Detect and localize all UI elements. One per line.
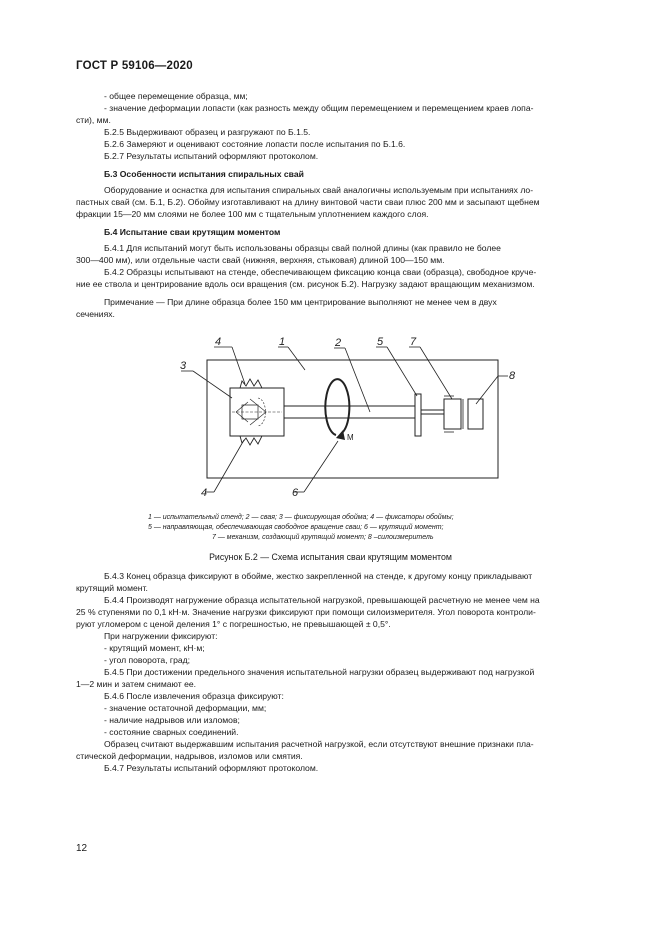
text-line: Б.4.6 После извлечения образца фиксируют:: [104, 691, 284, 701]
section-b4-title: Б.4 Испытание сваи крутящим моментом: [104, 227, 281, 237]
figure-legend-line: 5 — направляющая, обеспечивающая свободное вращение сваи; 6 — крутящий момент;: [148, 524, 444, 531]
text-line: сти), мм.: [76, 115, 111, 125]
text-line: - общее перемещение образца, мм;: [104, 91, 248, 101]
text-line: 300—400 мм), или отдельные части свай (нижняя, верхняя, стыковая) длиной 100—150 мм.: [76, 255, 445, 265]
text-line: фракции 15—20 мм слоями не более 100 мм с тщательным уплотнением каждого слоя.: [76, 209, 429, 219]
text-line: 1—2 мин и затем снимают ее.: [76, 679, 197, 689]
text-line: стической деформации, надрывов, изломов или смятия.: [76, 751, 303, 761]
figure-legend-line: 7 — механизм, создающий крутящий момент; 8 –силоизмеритель: [212, 534, 434, 541]
guide: [415, 394, 421, 436]
text-line: крутящий момент.: [76, 583, 148, 593]
text-line: Б.2.7 Результаты испытаний оформляют протоколом.: [104, 151, 319, 161]
label-6: 6: [292, 487, 299, 499]
label-4-bottom: 4: [201, 487, 208, 499]
text-line: Б.4.2 Образцы испытывают на стенде, обеспечивающем фиксацию конца сваи (образца), свободное круче-: [104, 267, 537, 277]
torque-arc: [325, 379, 349, 440]
text-line: Б.4.7 Результаты испытаний оформляют протоколом.: [104, 763, 319, 773]
label-2: 2: [335, 337, 342, 349]
torque-mechanism: [444, 396, 461, 432]
label-m: M: [347, 433, 354, 442]
document-code: ГОСТ Р 59106—2020: [76, 60, 193, 72]
figure-title: Рисунок Б.2 — Схема испытания сваи крутящим моментом: [209, 552, 452, 562]
force-meter: [463, 399, 483, 429]
text-line: пастных свай (см. Б.1, Б.2). Обойму изготавливают на длину винтовой части сваи плюс 200 мм и засыпают щебнем: [76, 197, 540, 207]
label-5: 5: [377, 336, 384, 348]
text-line: - угол поворота, град;: [104, 655, 191, 665]
text-line: - значение деформации лопасти (как разность между общим перемещением и перемещением краев лопа-: [104, 103, 534, 113]
text-line: При нагружении фиксируют:: [104, 631, 218, 641]
text-line: - состояние сварных соединений.: [104, 727, 239, 737]
note-text: — При длине образца более 150 мм центрирование выполняют не менее чем в двух: [153, 297, 497, 307]
text-line: 25 % ступенями по 0,1 кН·м. Значение нагрузки фиксируют при помощи силоизмерителя. Угол поворота контроли-: [76, 607, 536, 617]
text-line: Б.4.4 Производят нагружение образца испытательной нагрузкой, превышающей расчетную не менее чем на: [104, 595, 540, 605]
text-line: - крутящий момент, кН·м;: [104, 643, 205, 653]
note-label: Примечание: [104, 297, 154, 307]
page-number: 12: [76, 843, 88, 854]
holder-clamp-top: [238, 379, 264, 388]
text-line: Б.4.1 Для испытаний могут быть использованы образцы свай полной длины (как правило не более: [104, 243, 501, 253]
text-line: Образец считают выдержавшим испытания расчетной нагрузкой, если отсутствуют внешние признаки пла-: [104, 739, 534, 749]
label-8: 8: [509, 370, 516, 382]
label-1: 1: [279, 336, 286, 348]
text-line: - наличие надрывов или изломов;: [104, 715, 240, 725]
label-4-top: 4: [215, 336, 222, 348]
label-7: 7: [410, 336, 417, 348]
label-3: 3: [180, 360, 187, 372]
text-line: ние ее ствола и центрирование вдоль оси вращения (см. рисунок Б.2). Нагрузку задают вращающим механизмом.: [76, 279, 535, 289]
text-line: руют угломером с ценой деления 1° с погрешностью, не превышающей ± 0,5°.: [76, 619, 391, 629]
text-line: сечениях.: [76, 309, 115, 319]
text-line: - значение остаточной деформации, мм;: [104, 703, 267, 713]
figure-legend-line: 1 — испытательный стенд; 2 — свая; 3 — фиксирующая обойма; 4 — фиксаторы обоймы;: [148, 514, 454, 521]
text-line: Б.2.5 Выдерживают образец и разгружают по Б.1.5.: [104, 127, 311, 137]
section-b3-title: Б.3 Особенности испытания спиральных свай: [104, 169, 304, 179]
text-line: Б.2.6 Замеряют и оценивают состояние лопасти после испытания по Б.1.6.: [104, 139, 406, 149]
text-line: Б.4.5 При достижении предельного значения испытательной нагрузки образец выдерживают под нагрузкой: [104, 667, 535, 677]
text-line: Б.4.3 Конец образца фиксируют в обойме, жестко закрепленной на стенде, к другому концу прикладывают: [104, 571, 533, 581]
text-line: Оборудование и оснастка для испытания спиральных свай аналогичны используемым при испытаниях ло-: [104, 185, 534, 195]
pile-shaft: [284, 406, 444, 418]
pile-tip: [232, 398, 282, 426]
